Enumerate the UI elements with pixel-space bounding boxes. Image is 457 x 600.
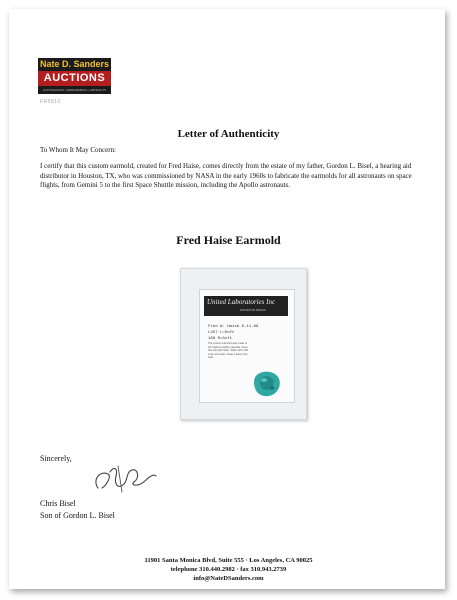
salutation: To Whom It May Concern: [40, 146, 116, 154]
logo-name: Nate D. Sanders [39, 59, 110, 69]
signer-block [40, 498, 115, 522]
card-fine-print: The custom earmold was made of the highest quality materials. Keep this earmold clean. Wash with mild soap and water. Keep it away from heat. [208, 342, 248, 360]
footer-address: 11901 Santa Monica Blvd, Suite 555 · Los Angeles, CA 90025 [144, 557, 313, 564]
letterhead-footer [0, 556, 457, 583]
closing: Sincerely, [40, 454, 72, 463]
card-subtitle: HOUSTON TEXAS [240, 308, 266, 312]
card-line-right: 188 R=Soft [208, 337, 233, 341]
handwritten-signature [88, 462, 158, 498]
card-details [208, 324, 290, 342]
earmold-card [199, 289, 295, 403]
signer-name: Chris Bisel [40, 499, 76, 508]
footer-phones: telephone 310.440.2982 · fax 310.943.2739 [170, 566, 287, 573]
card-line-name: Fred W. Haise 6-11-69 [208, 325, 259, 329]
card-brand: United Laboratories Inc [207, 298, 276, 306]
footer-email[interactable]: info@NateDSanders.com [193, 575, 264, 582]
earmold-photo [180, 268, 307, 420]
auction-logo [38, 58, 111, 94]
logo-wordmark: AUCTIONS [38, 71, 111, 86]
letter-body: I certify that this custom earmold, created for Fred Haise, comes directly from the estate of my father, Gordon L. Bisel, a hearing aid distributor in Houston, TX, who was commissioned by NASA in the early 1960s to fabricate the earmolds for all astronauts on space flights, from Gemini 5 to the first Space Shuttle mission, including the Apollo astronauts. [40, 162, 412, 189]
card-line-left: L457 L=Soft [208, 331, 235, 335]
card-header [204, 296, 288, 316]
stock-number: FR5810 [40, 99, 61, 105]
signer-title: Son of Gordon L. Bisel [40, 511, 115, 520]
earmold-image [252, 370, 282, 398]
logo-tagline: AUTOGRAPHS • MEMORABILIA • ARTIFACTS [42, 88, 107, 92]
letter-title: Letter of Authenticity [177, 128, 280, 140]
item-title: Fred Haise Earmold [176, 233, 281, 247]
